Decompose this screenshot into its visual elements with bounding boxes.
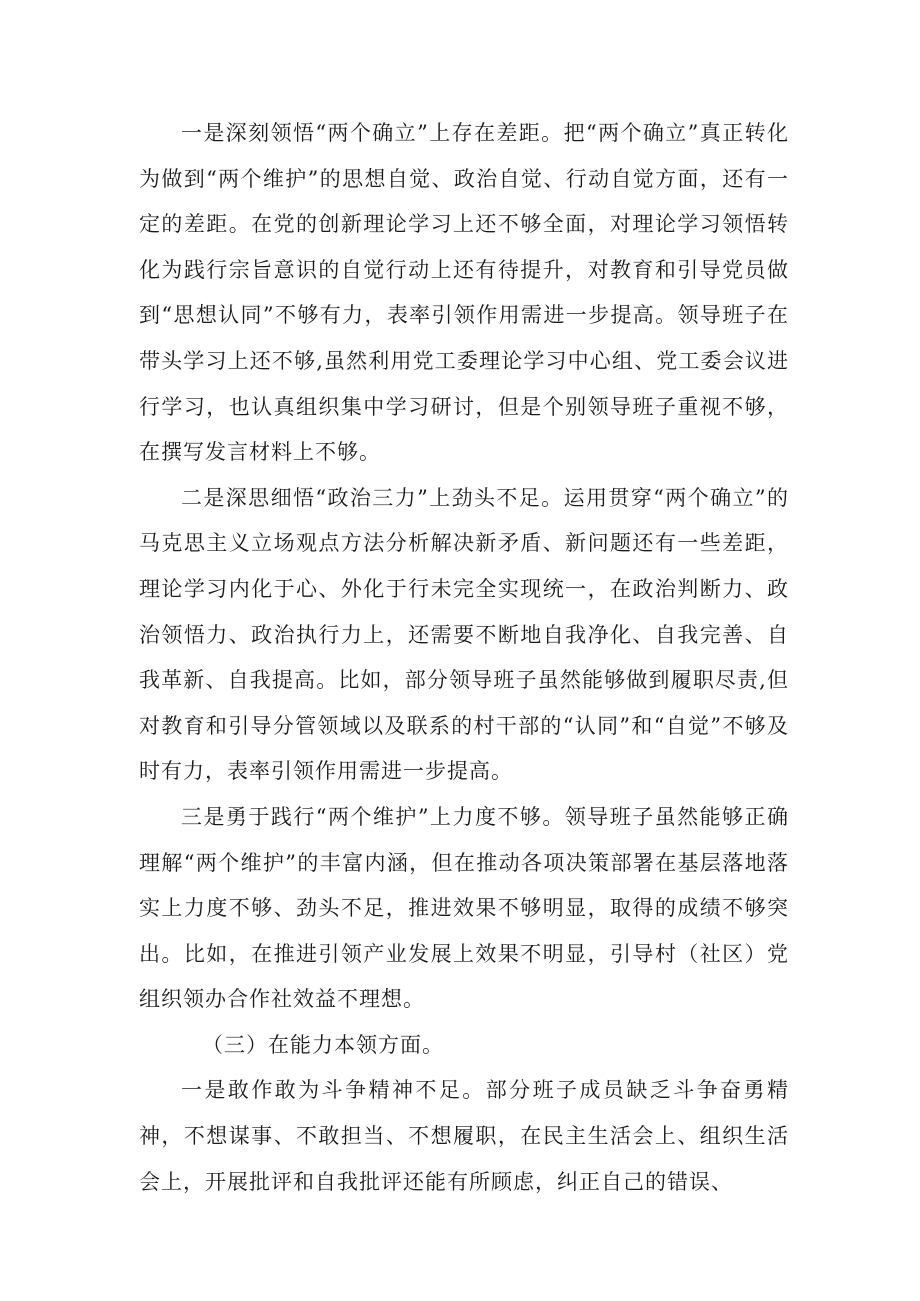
paragraph-political-establishment: 一是深刻领悟“两个确立”上存在差距。把“两个确立”真正转化为做到“两个维护”的思想自觉、政治自觉、行动自觉方面，还有一定的差距。在党的创新理论学习上还不够全面，对理论学习领悟转化为践行宗旨意识的自觉行动上还有待提升，对教育和引导党员做到“思想认同”不够有力，表率引领作用需进一步提高。领导班子在带头学习上还不够,虽然利用党工委理论学习中心组、党工委会议进行学习，也认真组织集中学习研讨，但是个别领导班子重视不够，在撰写发言材料上不够。 bbox=[139, 121, 789, 465]
paragraph-fighting-spirit: 一是敢作敢为斗争精神不足。部分班子成员缺乏斗争奋勇精神，不想谋事、不敢担当、不想履职，在民主生活会上、组织生活会上，开展批评和自我批评还能有所顾虑，纠正自己的错误、 bbox=[139, 1078, 789, 1194]
paragraph-political-capacity: 二是深思细悟“政治三力”上劲头不足。运用贯穿“两个确立”的马克思主义立场观点方法分析解决新矛盾、新问题还有一些差距，理论学习内化于心、外化于行未完全实现统一，在政治判断力、政治领悟力、政治执行力上，还需要不断地自我净化、自我完善、自我革新、自我提高。比如，部分领导班子虽然能够做到履职尽责,但对教育和引导分管领域以及联系的村干部的“认同”和“自觉”不够及时有力，表率引领作用需进一步提高。 bbox=[139, 485, 789, 784]
paragraph-two-safeguards: 三是勇于践行“两个维护”上力度不够。领导班子虽然能够正确理解“两个维护”的丰富内涵，但在推动各项决策部署在基层落地落实上力度不够、劲头不足，推进效果不够明显，取得的成绩不够突出。比如，在推进引领产业发展上效果不明显，引导村（社区）党组织领办合作社效益不理想。 bbox=[139, 804, 789, 1012]
section-heading-ability: （三）在能力本领方面。 bbox=[202, 1032, 444, 1057]
document-body bbox=[139, 111, 789, 1205]
